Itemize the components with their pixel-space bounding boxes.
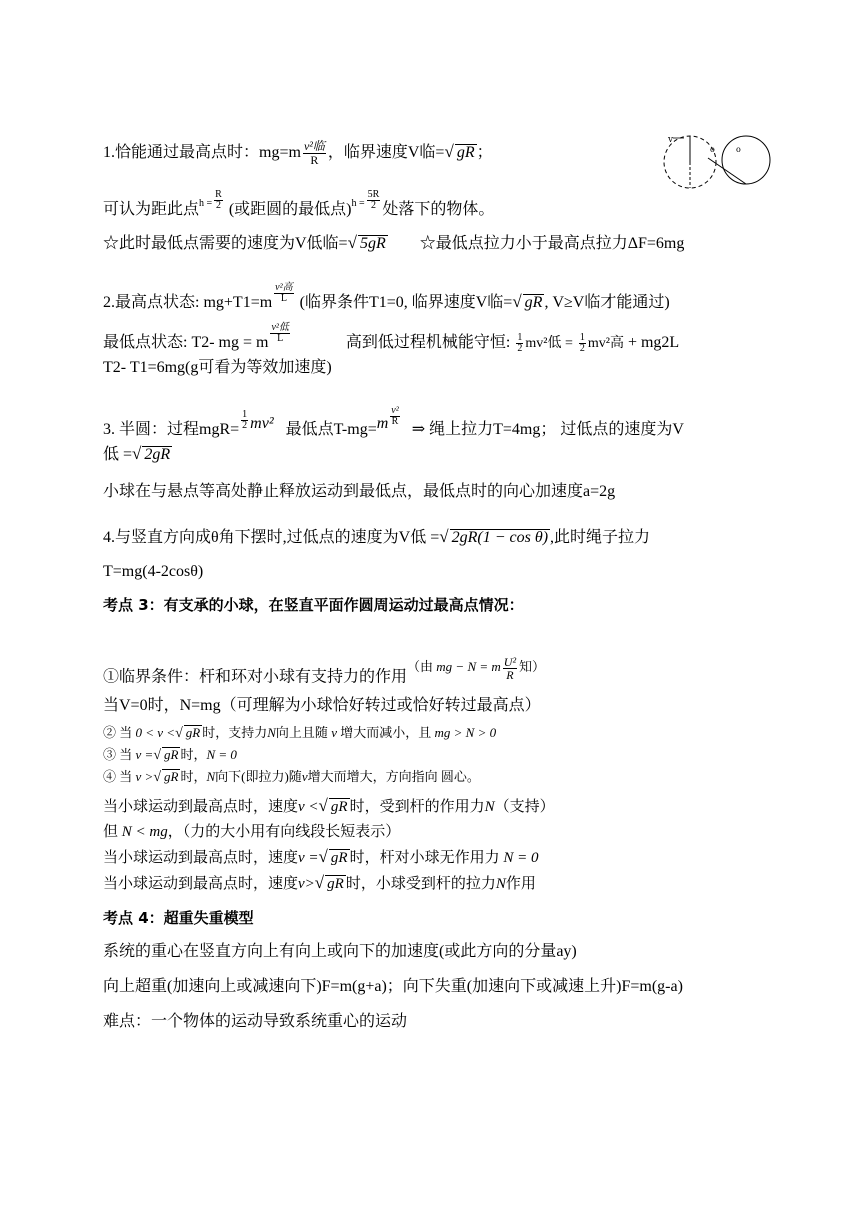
text: 小球在与悬点等高处静止释放运动到最低点，最低点时的向心加速度a=2g bbox=[103, 483, 616, 500]
sqrt-body: gR bbox=[456, 144, 475, 162]
sqrt-body: gR bbox=[327, 876, 344, 892]
fraction bbox=[214, 190, 223, 211]
text: 4.与竖直方向成θ角下摆时,过低点的速度为V低 bbox=[103, 529, 427, 546]
line-12 bbox=[103, 656, 545, 687]
fraction bbox=[503, 656, 517, 681]
fraction bbox=[579, 333, 586, 354]
math-eq: = bbox=[430, 529, 440, 546]
line-19 bbox=[103, 847, 538, 868]
heading-text: 考点 3：有支承的小球，在竖直平面作圆周运动过最高点情况： bbox=[103, 596, 524, 614]
radical: √ bbox=[347, 233, 357, 252]
text: ,此时绳子拉力 bbox=[550, 529, 651, 546]
math-expr: N < mg bbox=[121, 824, 168, 840]
fraction bbox=[367, 190, 381, 211]
line-21 bbox=[103, 942, 577, 962]
text: ④ 当 bbox=[103, 769, 133, 784]
line-9 bbox=[103, 482, 615, 502]
numerator: v²临 bbox=[303, 139, 325, 153]
denominator: 2 bbox=[215, 200, 221, 211]
text: （由 bbox=[407, 659, 434, 675]
numerator: 1 bbox=[579, 331, 585, 343]
math-expr: v = bbox=[135, 747, 154, 762]
denominator: R bbox=[391, 416, 399, 427]
line-13 bbox=[103, 696, 541, 716]
denominator: L bbox=[280, 293, 287, 304]
radical: √ bbox=[512, 292, 522, 311]
numerator: v²低 bbox=[271, 322, 289, 333]
text: 时， bbox=[180, 747, 207, 762]
section-heading-3 bbox=[103, 595, 524, 615]
label-o2: o bbox=[736, 145, 741, 154]
text: ⇒ 绳上拉力T=4mg； 过低点的速度为V bbox=[411, 421, 684, 438]
sqrt-body: gR bbox=[164, 769, 179, 784]
math-expr: mv²低 = bbox=[525, 336, 573, 351]
numerator: 1 bbox=[242, 409, 248, 420]
denominator: R bbox=[310, 153, 319, 167]
text: 知） bbox=[519, 659, 546, 675]
text: T2- T1=6mg(g可看为等效加速度) bbox=[103, 359, 332, 376]
text: 最低点状态: T2- mg = bbox=[103, 334, 253, 351]
line-10 bbox=[103, 527, 650, 548]
text: 当小球运动到最高点时，速度 bbox=[103, 799, 299, 815]
radical: √ bbox=[153, 770, 161, 785]
math-expr: mg − N = m bbox=[436, 659, 501, 675]
text: ☆此时最低点需要的速度为V低临= bbox=[103, 235, 348, 252]
text: 向下(即拉力)随 bbox=[215, 769, 302, 784]
text: (临界条件T1=0, 临界速度V临= bbox=[299, 294, 513, 311]
line-5 bbox=[103, 323, 679, 354]
inline-formula bbox=[407, 655, 546, 682]
math-expr: mv²高 bbox=[587, 336, 624, 351]
denominator: 2 bbox=[517, 342, 523, 354]
math-sym: N bbox=[206, 769, 216, 784]
numerator: v²高 bbox=[275, 282, 293, 293]
math-expr: v = bbox=[298, 850, 319, 866]
math-m: m bbox=[376, 415, 389, 432]
numerator: v² bbox=[391, 405, 399, 416]
math-sym: N bbox=[495, 876, 506, 892]
text: ② 当 bbox=[103, 725, 133, 740]
sqrt-body: gR bbox=[330, 850, 348, 866]
radical: √ bbox=[439, 527, 449, 546]
line-17 bbox=[103, 796, 555, 817]
text: , V≥V临才能通过) bbox=[544, 294, 670, 311]
label-o: o bbox=[710, 145, 715, 154]
text: 时，受到杆的作用力 bbox=[349, 799, 485, 815]
math-h: h = bbox=[351, 198, 365, 209]
radical: √ bbox=[314, 873, 325, 892]
denominator: 2 bbox=[370, 200, 376, 211]
math-sym: N bbox=[267, 725, 276, 740]
fraction bbox=[390, 406, 399, 427]
radical: √ bbox=[318, 796, 328, 815]
radical: √ bbox=[318, 847, 328, 866]
text: 增大而增大，方向指向 圆心。 bbox=[307, 769, 480, 784]
text: 时，杆对小球无作用力 bbox=[349, 850, 500, 866]
text: ③ 当 bbox=[103, 747, 133, 762]
text: 可认为距此点 bbox=[103, 201, 200, 218]
math-sym: v bbox=[301, 769, 308, 784]
text: 最低点T-mg= bbox=[285, 421, 377, 438]
heading-text: 考点 4：超重失重模型 bbox=[103, 909, 254, 927]
text: 系统的重心在竖直方向上有向上或向下的加速度(或此方向的分量ay) bbox=[103, 943, 577, 960]
text: 当小球运动到最高点时，速度 bbox=[103, 876, 299, 892]
fraction bbox=[241, 410, 248, 431]
sqrt-body: gR bbox=[185, 725, 201, 740]
line-16 bbox=[103, 768, 480, 787]
denominator: R bbox=[506, 668, 514, 682]
text: 1.恰能通过最高点时：mg= bbox=[103, 144, 289, 162]
line-4 bbox=[103, 283, 670, 313]
text: 处落下的物体。 bbox=[382, 201, 495, 218]
text: 作用 bbox=[505, 876, 536, 892]
sqrt-body: 5gR bbox=[359, 235, 386, 252]
line-8 bbox=[103, 444, 172, 465]
text: 但 bbox=[103, 824, 119, 840]
text: （支持） bbox=[494, 799, 555, 815]
text: 当V=0时，N=mg（可理解为小球恰好转过或恰好转过最高点） bbox=[103, 697, 541, 714]
text: ①临界条件：杆和环对小球有支持力的作用 bbox=[103, 668, 408, 686]
line-6 bbox=[103, 358, 332, 378]
text: 时，支持力 bbox=[202, 725, 268, 740]
math-expr: v > bbox=[135, 769, 154, 784]
text: 增大而减小，且 bbox=[340, 725, 432, 740]
radical: √ bbox=[153, 748, 161, 763]
numerator: U² bbox=[503, 655, 517, 669]
math-m: m bbox=[259, 294, 273, 311]
line-20 bbox=[103, 873, 536, 894]
sqrt-body: gR bbox=[164, 747, 179, 762]
text: 高到低过程机械能守恒: bbox=[345, 334, 511, 351]
line-2 bbox=[103, 190, 494, 220]
sqrt-body: 2gR(1 − cos θ) bbox=[451, 529, 549, 546]
math-expr: mv² bbox=[250, 415, 274, 432]
radical: √ bbox=[132, 444, 142, 463]
numerator: R bbox=[215, 189, 222, 200]
line-3 bbox=[103, 233, 684, 254]
fraction bbox=[516, 333, 523, 354]
line-22 bbox=[103, 977, 683, 997]
text: 时， bbox=[180, 769, 207, 784]
line-1 bbox=[103, 140, 493, 167]
text: 向上超重(加速向上或减速向下)F=m(g+a)；向下失重(加速向下或减速上升)F=m(g-a) bbox=[103, 978, 683, 995]
math-expr: v> bbox=[298, 876, 315, 892]
velocity-label: v bbox=[668, 135, 674, 145]
sqrt-body: gR bbox=[524, 294, 543, 311]
math-sym: N bbox=[484, 799, 495, 815]
math-m: m bbox=[256, 334, 269, 351]
text: 时，小球受到杆的拉力 bbox=[345, 876, 496, 892]
text: T=mg(4-2cosθ) bbox=[103, 563, 204, 580]
math-expr: mg > N > 0 bbox=[434, 725, 497, 740]
denominator: 2 bbox=[579, 342, 585, 354]
line-7 bbox=[103, 406, 684, 440]
math-h: h = bbox=[199, 198, 213, 209]
text: 向上且随 bbox=[275, 725, 328, 740]
text: (或距圆的最低点) bbox=[228, 201, 352, 218]
text: 当小球运动到最高点时，速度 bbox=[103, 850, 299, 866]
text: 2.最高点状态: mg+T1= bbox=[103, 294, 260, 311]
pendulum-figure bbox=[662, 130, 774, 192]
text: 低 bbox=[103, 446, 120, 463]
math-expr: v < bbox=[298, 799, 319, 815]
line-15 bbox=[103, 746, 237, 765]
radical: √ bbox=[175, 726, 183, 741]
fraction bbox=[303, 140, 326, 167]
text: + mg2L bbox=[627, 334, 680, 351]
fraction bbox=[274, 283, 293, 304]
math-eq: = bbox=[123, 446, 133, 463]
math-sym: v bbox=[331, 725, 337, 740]
section-heading-4 bbox=[103, 908, 254, 928]
sqrt-body: 2gR bbox=[144, 446, 171, 463]
numerator: 5R bbox=[367, 189, 380, 200]
math-expr: 0 < v < bbox=[135, 725, 176, 740]
text: 3. 半圆：过程mgR= bbox=[103, 421, 240, 438]
line-11 bbox=[103, 562, 203, 582]
fraction bbox=[270, 323, 289, 344]
text: ☆最低点拉力小于最高点拉力ΔF=6mg bbox=[419, 235, 685, 252]
line-23 bbox=[103, 1012, 407, 1032]
radical: √ bbox=[444, 142, 454, 162]
text: ，临界速度V临= bbox=[327, 144, 445, 162]
text: 难点：一个物体的运动导致系统重心的运动 bbox=[103, 1013, 408, 1030]
line-18 bbox=[103, 822, 400, 842]
line-14 bbox=[103, 724, 496, 743]
text: ； bbox=[476, 144, 493, 162]
math-expr: N = 0 bbox=[503, 850, 539, 866]
denominator: 2 bbox=[242, 420, 248, 431]
text: ，（力的大小用有向线段长短表示） bbox=[167, 824, 401, 840]
sqrt-body: gR bbox=[330, 799, 348, 815]
math-m: m bbox=[288, 144, 301, 162]
denominator: L bbox=[277, 333, 284, 344]
numerator: 1 bbox=[517, 331, 523, 343]
math-expr: N = 0 bbox=[206, 747, 237, 762]
